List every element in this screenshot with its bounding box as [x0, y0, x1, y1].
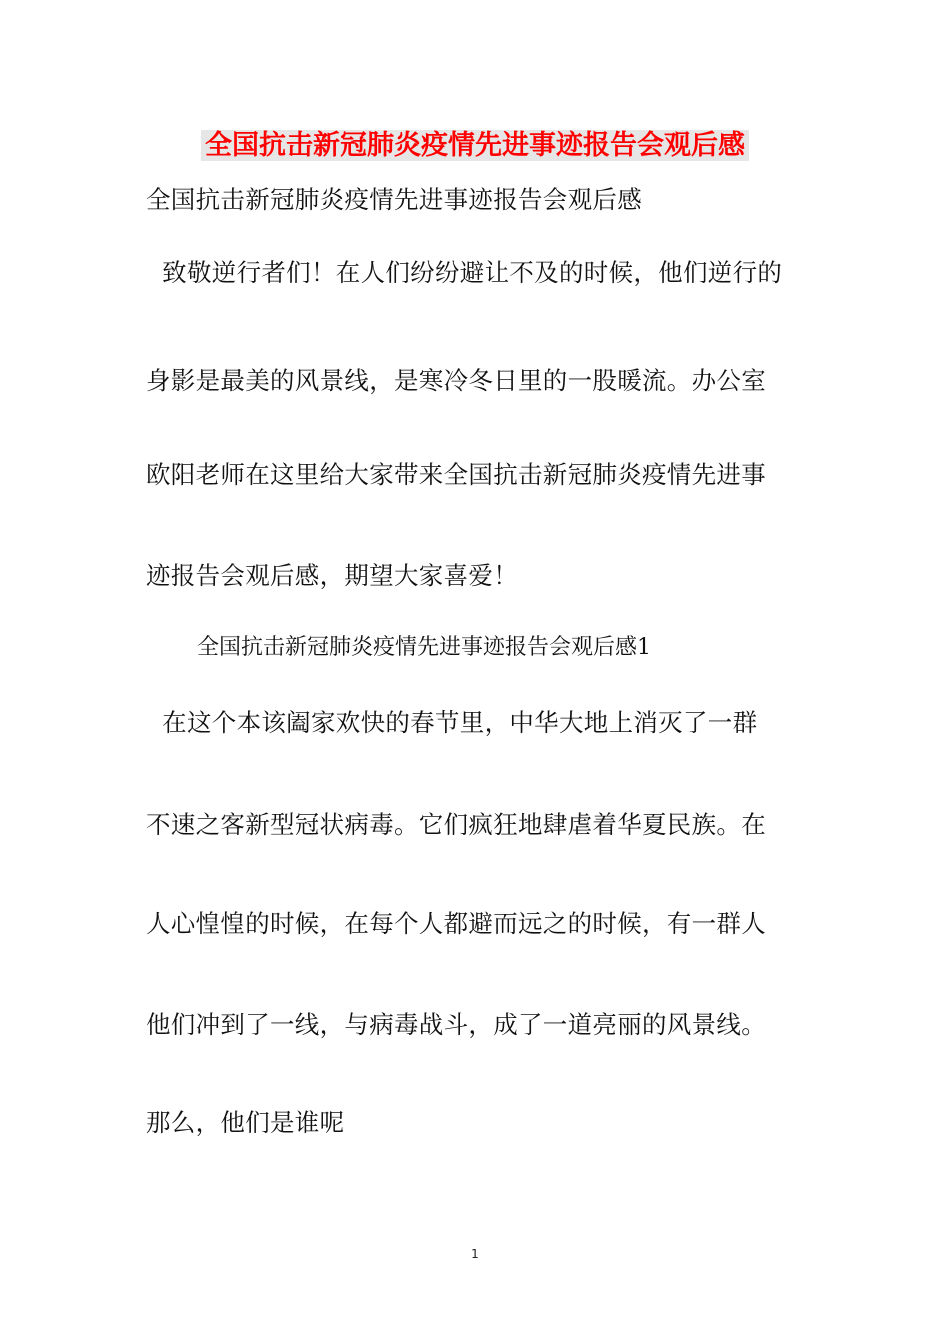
paragraph-line: 那么，他们是谁呢 — [146, 1108, 345, 1137]
section-heading: 全国抗击新冠肺炎疫情先进事迹报告会观后感1 — [197, 635, 651, 660]
paragraph-line: 迹报告会观后感，期望大家喜爱！ — [146, 561, 518, 590]
paragraph-line: 致敬逆行者们！在人们纷纷避让不及的时候，他们逆行的 — [146, 258, 783, 287]
paragraph-line: 在这个本该阖家欢快的春节里，中华大地上消灭了一群 — [146, 708, 758, 737]
document-title-text: 全国抗击新冠肺炎疫情先进事迹报告会观后感 — [201, 130, 749, 161]
paragraph-line: 欧阳老师在这里给大家带来全国抗击新冠肺炎疫情先进事 — [146, 460, 766, 489]
page-number: 1 — [471, 1247, 479, 1261]
intro-heading: 全国抗击新冠肺炎疫情先进事迹报告会观后感 — [146, 185, 642, 214]
paragraph-line: 不速之客新型冠状病毒。它们疯狂地肆虐着华夏民族。在 — [146, 810, 766, 839]
document-title — [0, 128, 950, 164]
paragraph-line: 人心惶惶的时候，在每个人都避而远之的时候，有一群人 — [146, 909, 766, 938]
paragraph-line: 他们冲到了一线，与病毒战斗，成了一道亮丽的风景线。 — [146, 1010, 766, 1039]
paragraph-line: 身影是最美的风景线，是寒冷冬日里的一股暖流。办公室 — [146, 366, 766, 395]
